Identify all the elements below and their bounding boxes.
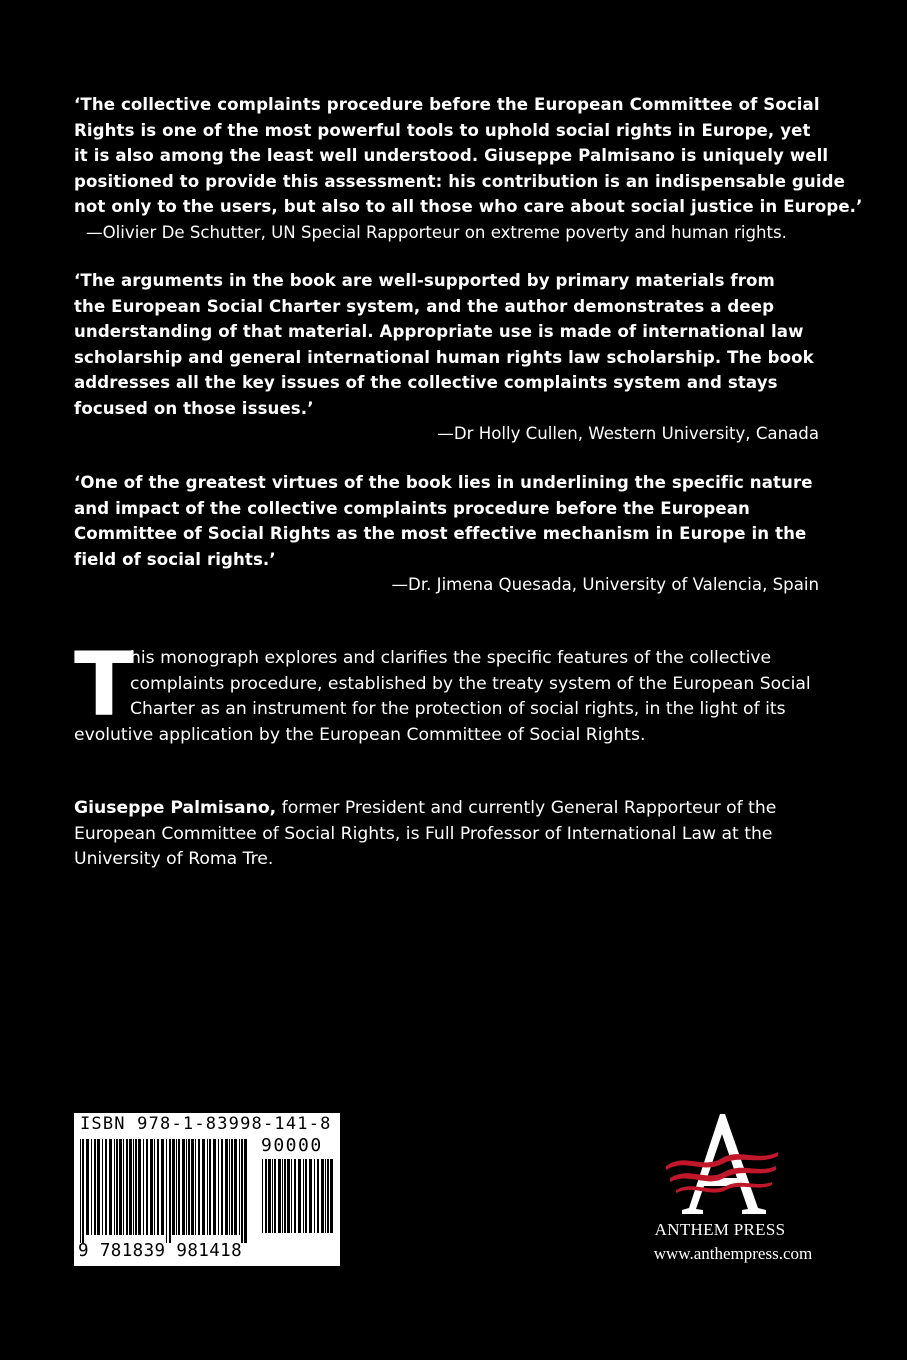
barcode-bar (294, 1159, 296, 1233)
isbn-label: ISBN 978-1-83998-141-8 (80, 1114, 332, 1134)
barcode-bar (154, 1139, 155, 1235)
barcode-bar (239, 1139, 240, 1235)
barcode-bar (317, 1159, 319, 1233)
barcode-bar (178, 1139, 180, 1235)
quote-1-attribution: —Olivier De Schutter, UN Special Rapporteur on extreme poverty and human rights. (86, 222, 787, 242)
quote-line: scholarship and general international human rights law scholarship. The book (74, 347, 814, 367)
quote-line: ‘The arguments in the book are well-supported by primary materials from (74, 271, 775, 290)
quote-line: focused on those issues.’ (74, 398, 314, 418)
barcode-bar (287, 1159, 290, 1233)
quote-line: ‘The collective complaints procedure before the European Committee of Social (74, 95, 820, 114)
quote-line: not only to the users, but also to all those who care about social justice in Europe.’ (74, 197, 863, 216)
barcode-bar (150, 1139, 153, 1235)
bio-first-line: former President and currently General Rapporteur of the (276, 798, 777, 818)
barcode-bar (291, 1159, 292, 1233)
quote-line: field of social rights.’ (74, 549, 276, 569)
barcode-bar (225, 1139, 228, 1235)
barcode-bar (234, 1139, 237, 1235)
barcode-bar (166, 1139, 167, 1243)
author-name: Giuseppe Palmisano, (74, 798, 277, 818)
barcode-bar (188, 1139, 190, 1235)
book-description (74, 633, 834, 748)
bio-line: University of Roma Tre. (74, 849, 274, 869)
barcode-bar (198, 1139, 200, 1235)
description-line: Charter as an instrument for the protection of social rights, in the light of its (130, 699, 786, 719)
isbn-barcode (74, 1113, 340, 1266)
barcode-bar (172, 1139, 175, 1235)
barcode-bar (157, 1139, 159, 1235)
barcode-bar (274, 1159, 276, 1233)
barcode-bar (116, 1139, 118, 1235)
barcode-bar (213, 1139, 216, 1235)
barcode-bar (229, 1139, 230, 1235)
barcode-bar (221, 1139, 223, 1235)
barcode-bar (94, 1139, 96, 1235)
barcode-bar (105, 1139, 107, 1235)
barcode-bar (241, 1139, 243, 1243)
publisher-name: ANTHEM PRESS (654, 1220, 786, 1239)
barcode-bar (176, 1139, 177, 1235)
bio-line (74, 796, 834, 822)
barcode-bar (186, 1139, 187, 1235)
barcode-bar (114, 1139, 115, 1235)
barcode-bar (218, 1139, 219, 1235)
barcode-bar (272, 1159, 273, 1233)
barcode-bar (278, 1159, 281, 1233)
anthem-a-icon (662, 1112, 782, 1216)
publisher-logo (620, 1112, 840, 1272)
barcode-bar (231, 1139, 233, 1235)
barcode-bar (195, 1139, 196, 1235)
barcode-bars (80, 1139, 256, 1243)
barcode-bar (202, 1139, 205, 1235)
barcode-bar (303, 1159, 304, 1233)
barcode-bar (123, 1139, 124, 1235)
barcode-bar (321, 1159, 324, 1233)
barcode-bar (80, 1139, 81, 1243)
publisher-url: www.anthempress.com (653, 1244, 813, 1263)
quote-3-text (74, 470, 819, 572)
barcode-bar (309, 1159, 312, 1233)
bio-line: European Committee of Social Rights, is Full Professor of International Law at the (74, 823, 773, 844)
barcode-bar (86, 1139, 89, 1235)
barcode-bar (305, 1159, 307, 1233)
barcode-bar (284, 1159, 286, 1233)
quote-line: understanding of that material. Appropriate use is made of international law (74, 322, 804, 341)
barcode-bar (146, 1139, 148, 1235)
review-quote-2 (74, 268, 819, 447)
barcode-bar (161, 1139, 164, 1235)
quote-line: it is also among the least well understood. Giuseppe Palmisano is uniquely well (74, 146, 829, 165)
barcode-bar (191, 1139, 194, 1235)
quote-line: addresses all the key issues of the collective complaints system and stays (74, 373, 778, 392)
barcode-bar (109, 1139, 112, 1235)
quote-1-text (74, 92, 863, 220)
quote-line: the European Social Charter system, and the author demonstrates a deep (74, 296, 775, 316)
review-quote-1 (74, 92, 863, 245)
barcode-bar (268, 1159, 271, 1233)
barcode-bar (282, 1159, 283, 1233)
barcode-bar (119, 1139, 122, 1235)
barcode-bar (169, 1139, 171, 1243)
description-line: complaints procedure, established by the treaty system of the European Social (130, 673, 811, 694)
barcode-bar (207, 1139, 208, 1235)
author-bio (74, 796, 834, 873)
barcode-bar (135, 1139, 137, 1235)
quote-2-attribution: —Dr Holly Cullen, Western University, Canada (437, 424, 819, 443)
barcode-bar (82, 1139, 84, 1243)
addon-barcode-bars (262, 1159, 334, 1241)
barcode-bar (265, 1159, 267, 1233)
barcode-bar (298, 1159, 301, 1233)
price-code: 90000 (261, 1135, 323, 1156)
barcode-bar (91, 1139, 92, 1235)
barcode-bar (102, 1139, 103, 1235)
barcode-bar (209, 1139, 211, 1235)
barcode-bar (325, 1159, 326, 1233)
drop-cap: T (74, 633, 133, 736)
description-line: his monograph explores and clarifies the specific features of the collective (130, 648, 772, 668)
barcode-bar (126, 1139, 128, 1235)
barcode-bar (138, 1139, 141, 1235)
quote-line: Rights is one of the most powerful tools to uphold social rights in Europe, yet (74, 120, 811, 140)
barcode-bar (182, 1139, 185, 1235)
barcode-bar (143, 1139, 144, 1235)
quote-2-text (74, 268, 819, 421)
quote-line: positioned to provide this assessment: his contribution is an indispensable guide (74, 171, 845, 191)
barcode-bar (133, 1139, 134, 1235)
quote-line: Committee of Social Rights as the most effective mechanism in Europe in the (74, 524, 807, 543)
quote-3-attribution: —Dr. Jimena Quesada, University of Valencia, Spain (391, 575, 819, 594)
quote-line: and impact of the collective complaints procedure before the European (74, 498, 750, 518)
description-line: evolutive application by the European Committee of Social Rights. (74, 724, 646, 745)
barcode-bar (330, 1159, 333, 1233)
barcode-bar (314, 1159, 315, 1233)
barcode-bar (244, 1139, 247, 1243)
barcode-digits: 9 781839 981418 (78, 1241, 243, 1261)
barcode-bar (129, 1139, 132, 1235)
review-quote-3 (74, 470, 819, 598)
barcode-bar (97, 1139, 100, 1235)
quote-line: ‘One of the greatest virtues of the book lies in underlining the specific nature (74, 473, 813, 492)
barcode-bar (327, 1159, 329, 1233)
barcode-bar (262, 1159, 263, 1233)
